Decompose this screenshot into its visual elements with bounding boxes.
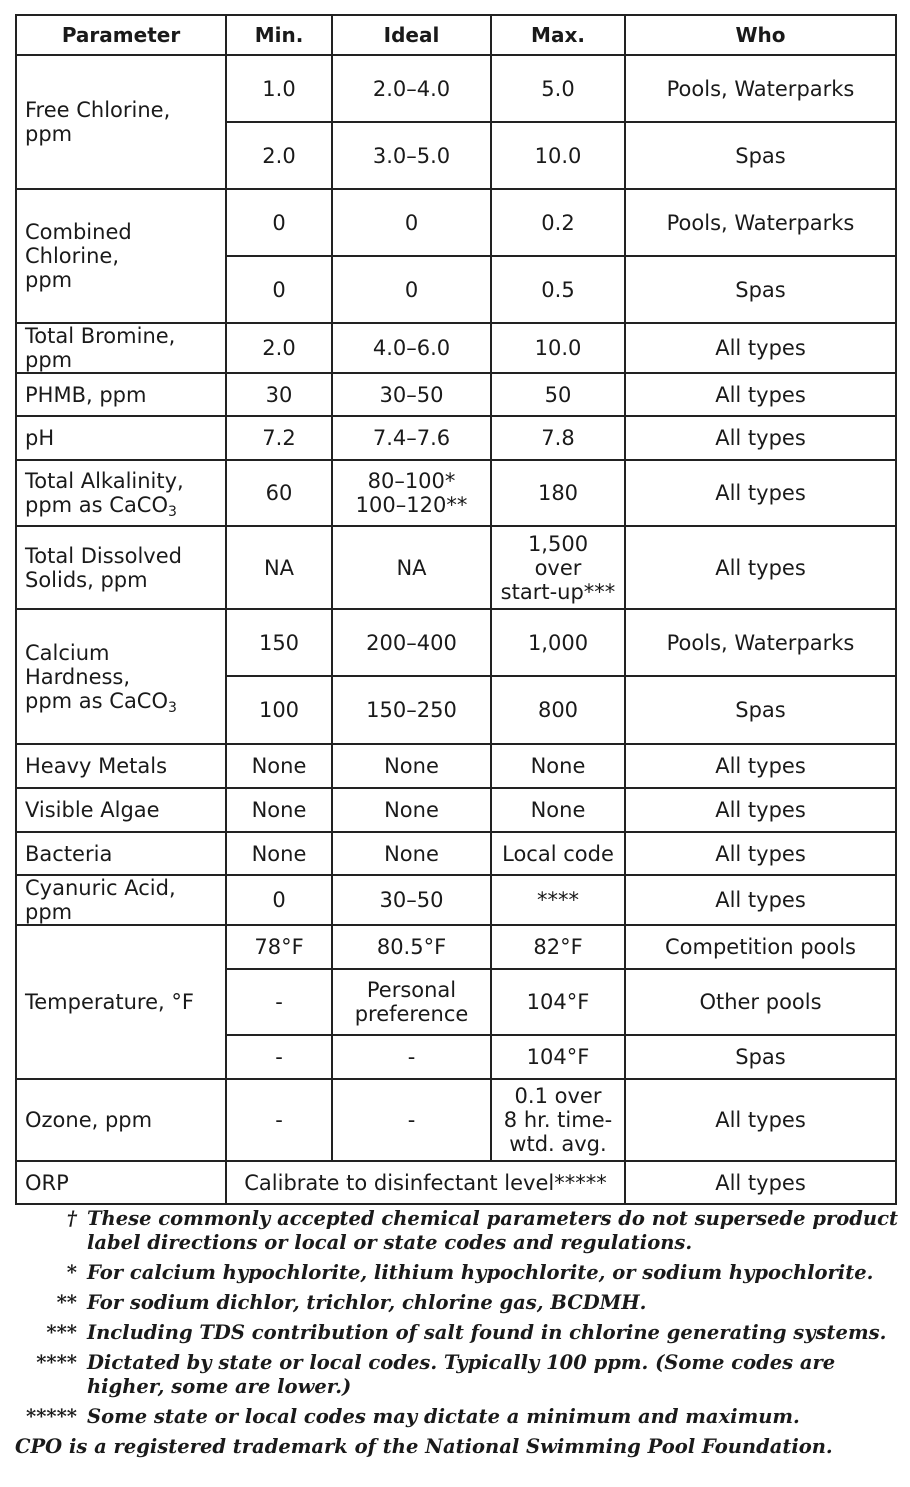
min-cell: 2.0 [226, 323, 332, 373]
footnote-2 [15, 1291, 905, 1315]
ideal-cell: 7.4–7.6 [332, 416, 491, 460]
footnote-5 [15, 1405, 905, 1429]
table-row [16, 875, 896, 925]
who-cell: All types [625, 1079, 896, 1161]
ideal-cell: Personal preference [332, 969, 491, 1035]
min-cell: 0 [226, 256, 332, 323]
param-label [16, 609, 226, 744]
param-label: ORP [16, 1161, 226, 1204]
ideal-cell: 80.5°F [332, 925, 491, 969]
max-cell: 1,500 over start-up*** [491, 526, 625, 609]
min-cell: None [226, 832, 332, 875]
who-cell: Other pools [625, 969, 896, 1035]
who-cell: All types [625, 875, 896, 925]
min-cell: 1.0 [226, 55, 332, 122]
max-cell: 1,000 [491, 609, 625, 676]
min-cell: - [226, 1035, 332, 1079]
min-cell: - [226, 1079, 332, 1161]
min-cell: 30 [226, 373, 332, 416]
footnote-1 [15, 1261, 905, 1285]
param-label: Temperature, °F [16, 925, 226, 1079]
who-cell: Spas [625, 122, 896, 189]
footnote-4 [15, 1351, 905, 1399]
min-cell: - [226, 969, 332, 1035]
min-cell: None [226, 744, 332, 788]
ideal-cell: - [332, 1035, 491, 1079]
max-cell: 0.5 [491, 256, 625, 323]
footnote-text: These commonly accepted chemical parameters do not supersede product label directions or local or state codes and regulations. [87, 1207, 898, 1254]
who-cell: All types [625, 1161, 896, 1204]
ideal-cell: 0 [332, 189, 491, 256]
subscript: 3 [168, 504, 177, 520]
param-label-line1: Calcium Hardness, [25, 640, 131, 689]
max-cell: **** [491, 875, 625, 925]
ideal-cell: 4.0–6.0 [332, 323, 491, 373]
param-label: pH [16, 416, 226, 460]
footnote-text: For sodium dichlor, trichlor, chlorine gas, BCDMH. [87, 1291, 647, 1314]
footnote-3 [15, 1321, 905, 1345]
min-cell: 78°F [226, 925, 332, 969]
trademark-note: CPO is a registered trademark of the National Swimming Pool Foundation. [15, 1435, 833, 1458]
max-cell: 180 [491, 460, 625, 526]
table-row [16, 609, 896, 676]
max-cell: 10.0 [491, 122, 625, 189]
param-label: Bacteria [16, 832, 226, 875]
who-cell: Competition pools [625, 925, 896, 969]
footnote-text: Dictated by state or local codes. Typically 100 ppm. (Some codes are higher, some are lower.) [87, 1351, 836, 1398]
table-row [16, 925, 896, 969]
param-label: Heavy Metals [16, 744, 226, 788]
header-who: Who [625, 15, 896, 55]
table-row [16, 744, 896, 788]
header-row [16, 15, 896, 55]
table-row [16, 373, 896, 416]
max-cell: 5.0 [491, 55, 625, 122]
ideal-cell: None [332, 744, 491, 788]
table-row [16, 460, 896, 526]
who-cell: All types [625, 526, 896, 609]
table-row [16, 1161, 896, 1204]
param-label: Combined Chlorine, ppm [16, 189, 226, 323]
footnotes [15, 1207, 905, 1459]
footnote-marker: * [66, 1261, 77, 1284]
max-cell: 104°F [491, 1035, 625, 1079]
min-cell: 150 [226, 609, 332, 676]
ideal-cell: 3.0–5.0 [332, 122, 491, 189]
max-cell: 10.0 [491, 323, 625, 373]
table-row [16, 1079, 896, 1161]
param-label: Total Bromine, ppm [16, 323, 226, 373]
max-cell: None [491, 788, 625, 832]
param-label: Ozone, ppm [16, 1079, 226, 1161]
table-row [16, 55, 896, 122]
table-row [16, 189, 896, 256]
param-label: Visible Algae [16, 788, 226, 832]
param-label-line1: Total Alkalinity, [25, 469, 184, 493]
footnote-text: For calcium hypochlorite, lithium hypochlorite, or sodium hypochlorite. [87, 1261, 874, 1284]
max-cell: 800 [491, 676, 625, 744]
table-row [16, 416, 896, 460]
who-cell: Pools, Waterparks [625, 609, 896, 676]
subscript: 3 [168, 699, 177, 716]
param-label-line2: ppm as CaCO [25, 688, 169, 713]
max-cell: 7.8 [491, 416, 625, 460]
header-parameter: Parameter [16, 15, 226, 55]
who-cell: Spas [625, 676, 896, 744]
param-label [16, 460, 226, 526]
ideal-cell: 150–250 [332, 676, 491, 744]
min-cell: None [226, 788, 332, 832]
footnote-marker: **** [36, 1351, 77, 1374]
footnote-dagger [15, 1207, 905, 1255]
table-row [16, 323, 896, 373]
ideal-cell: - [332, 1079, 491, 1161]
who-cell: All types [625, 744, 896, 788]
header-ideal: Ideal [332, 15, 491, 55]
ideal-cell: 0 [332, 256, 491, 323]
max-cell: 0.2 [491, 189, 625, 256]
footnote-marker: † [66, 1207, 77, 1230]
header-max: Max. [491, 15, 625, 55]
min-cell: 100 [226, 676, 332, 744]
who-cell: All types [625, 460, 896, 526]
who-cell: All types [625, 373, 896, 416]
who-cell: All types [625, 832, 896, 875]
footnote-marker: ***** [26, 1405, 77, 1428]
footnote-marker: *** [46, 1321, 77, 1344]
who-cell: Spas [625, 256, 896, 323]
water-chemistry-table [15, 14, 897, 1205]
max-cell: None [491, 744, 625, 788]
min-cell: 2.0 [226, 122, 332, 189]
ideal-cell: None [332, 788, 491, 832]
footnote-text: Some state or local codes may dictate a minimum and maximum. [87, 1405, 800, 1428]
footnote-marker: ** [56, 1291, 77, 1314]
ideal-cell: 30–50 [332, 875, 491, 925]
footnote-text: Including TDS contribution of salt found in chlorine generating systems. [87, 1321, 887, 1344]
ideal-cell: NA [332, 526, 491, 609]
min-cell: 7.2 [226, 416, 332, 460]
who-cell: Pools, Waterparks [625, 55, 896, 122]
max-cell: Local code [491, 832, 625, 875]
max-cell: 82°F [491, 925, 625, 969]
param-label: Cyanuric Acid, ppm [16, 875, 226, 925]
header-min: Min. [226, 15, 332, 55]
ideal-cell: None [332, 832, 491, 875]
min-cell: 0 [226, 189, 332, 256]
param-label: PHMB, ppm [16, 373, 226, 416]
who-cell: All types [625, 416, 896, 460]
ideal-cell: 200–400 [332, 609, 491, 676]
orp-range-cell: Calibrate to disinfectant level***** [226, 1161, 625, 1204]
ideal-cell: 30–50 [332, 373, 491, 416]
table-row [16, 526, 896, 609]
max-cell: 50 [491, 373, 625, 416]
who-cell: All types [625, 323, 896, 373]
ideal-cell: 2.0–4.0 [332, 55, 491, 122]
who-cell: Pools, Waterparks [625, 189, 896, 256]
ideal-cell: 80–100* 100–120** [332, 460, 491, 526]
table-row [16, 788, 896, 832]
param-label: Total Dissolved Solids, ppm [16, 526, 226, 609]
table-row [16, 832, 896, 875]
min-cell: 0 [226, 875, 332, 925]
param-label-line2: ppm as CaCO [25, 493, 169, 517]
min-cell: NA [226, 526, 332, 609]
min-cell: 60 [226, 460, 332, 526]
who-cell: All types [625, 788, 896, 832]
param-label: Free Chlorine, ppm [16, 55, 226, 189]
max-cell: 104°F [491, 969, 625, 1035]
who-cell: Spas [625, 1035, 896, 1079]
max-cell: 0.1 over 8 hr. time- wtd. avg. [491, 1079, 625, 1161]
